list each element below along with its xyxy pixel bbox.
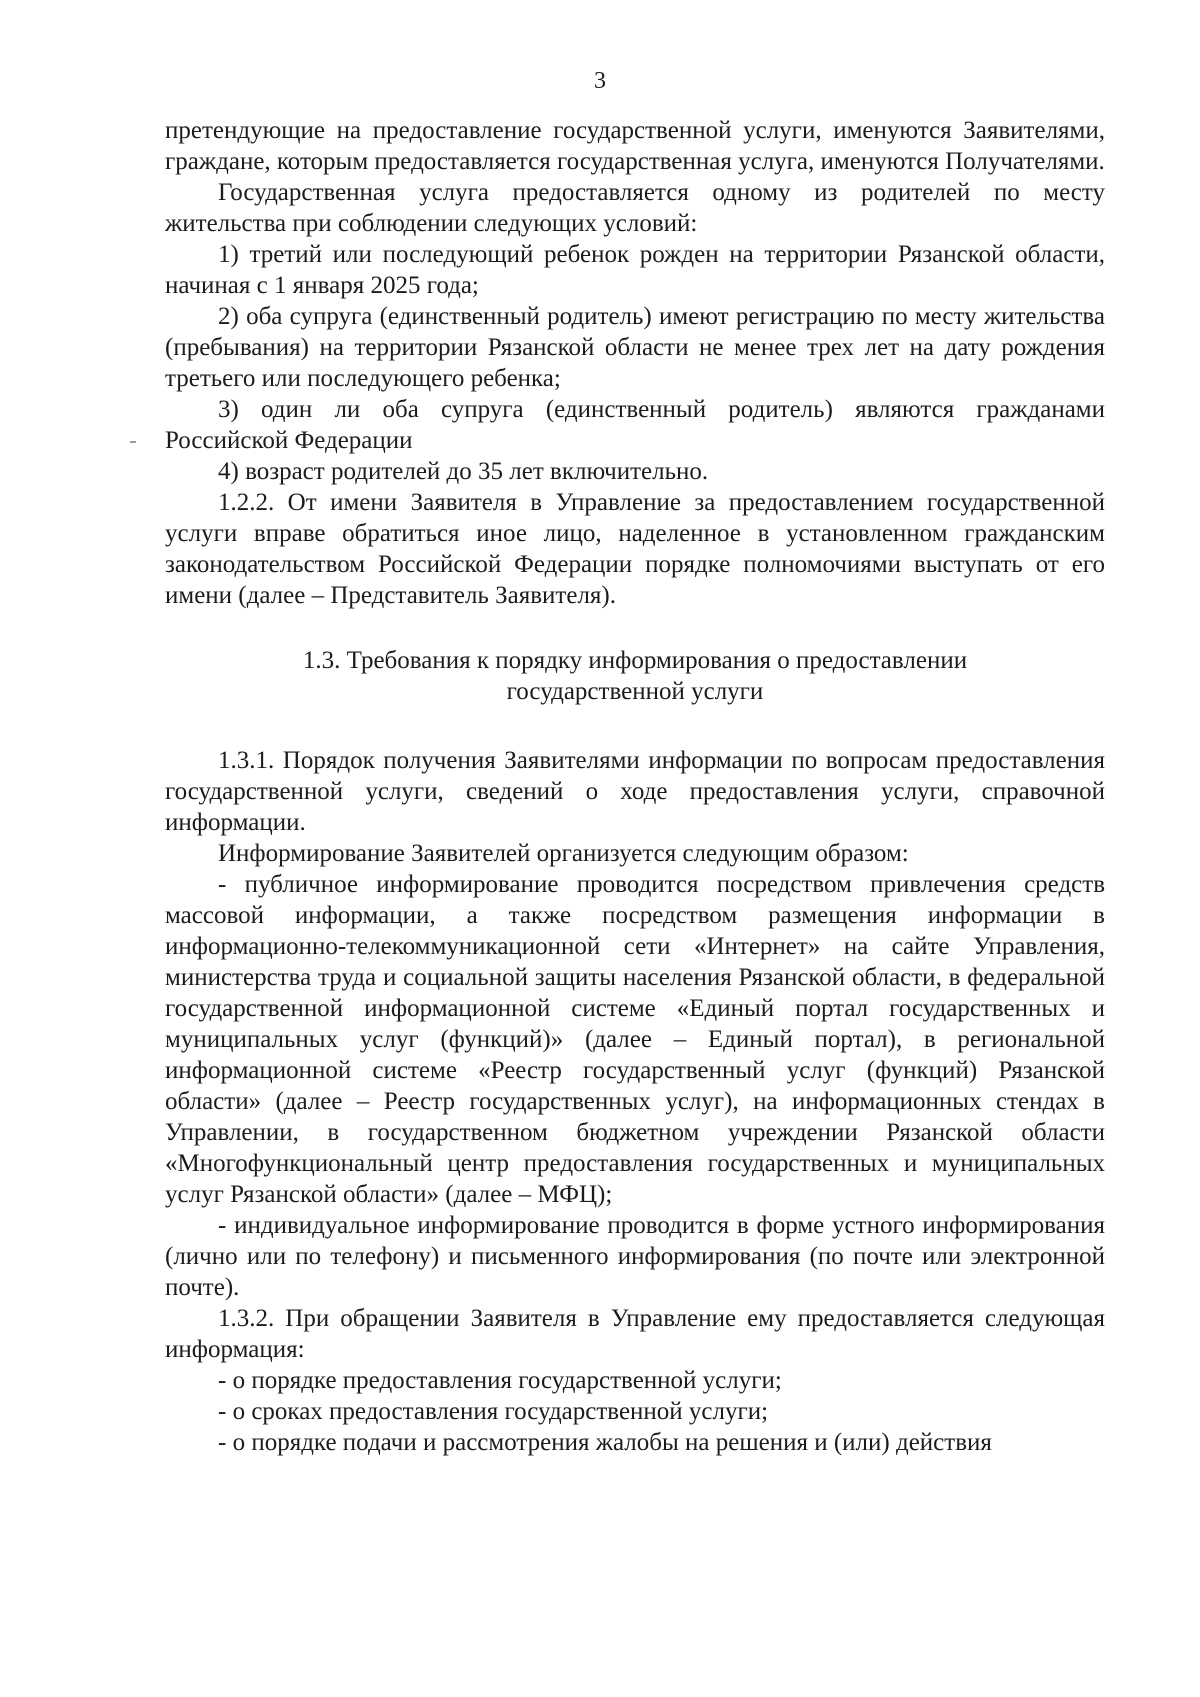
paragraph-1-2-2: 1.2.2. От имени Заявителя в Управление за предоставлением государственной услуги вправе обратиться иное лицо, наделенное в установленном гражданским законодательством Российской Федерации порядке полномочиями выступать от его имени (далее – Представитель Заявителя). (165, 489, 1105, 609)
paragraph-continuation: претендующие на предоставление государственной услуги, именуются Заявителями, граждане, которым предоставляется государственная услуга, именуются Получателями. (165, 117, 1105, 175)
bullet-info-procedure: - о порядке предоставления государственной услуги; (218, 1367, 782, 1394)
bullet-info-complaints: - о порядке подачи и рассмотрения жалобы на решения и (или) действия (218, 1429, 992, 1456)
condition-item-4: 4) возраст родителей до 35 лет включительно. (218, 458, 709, 485)
condition-item-3: 3) один ли оба супруга (единственный родитель) являются гражданами Российской Федерации (165, 396, 1105, 454)
document-body (165, 115, 1105, 1458)
condition-item-1: 1) третий или последующий ребенок рожден на территории Рязанской области, начиная с 1 января 2025 года; (165, 241, 1105, 299)
paragraph-1-3-2: 1.3.2. При обращении Заявителя в Управление ему предоставляется следующая информация: (165, 1305, 1105, 1363)
section-heading-line-1: 1.3. Требования к порядку информирования о предоставлении (302, 647, 968, 674)
page-number: 3 (594, 68, 606, 94)
section-heading-1-3 (165, 611, 1105, 745)
paragraph-informing-intro: Информирование Заявителей организуется следующим образом: (218, 840, 909, 867)
bullet-public-informing: - публичное информирование проводится посредством привлечения средств массовой информации, а также посредством размещения информации в информационно-телекоммуникационной сети «Интернет» на сайте Управления, министерства труда и социальной защиты населения Рязанской области, в федеральной государственной информационной системе «Единый портал государственных и муниципальных услуг (функций)» (далее – Единый портал), в региональной информационной системе «Реестр государственный услуг (функций) Рязанской области» (далее – Реестр государственных услуг), на информационных стендах в Управлении, в государственном бюджетном учреждении Рязанской области «Многофункциональный центр предоставления государственных и муниципальных услуг Рязанской области» (далее – МФЦ); (165, 871, 1105, 1208)
bullet-individual-informing: - индивидуальное информирование проводится в форме устного информирования (лично или по телефону) и письменного информирования (по почте или электронной почте). (165, 1212, 1105, 1301)
section-heading-line-2: государственной услуги (506, 678, 764, 705)
scan-artifact-mark (130, 441, 136, 443)
condition-item-2: 2) оба супруга (единственный родитель) имеют регистрацию по месту жительства (пребывания) на территории Рязанской области не менее трех лет на дату рождения третьего или последующего ребенка; (165, 303, 1105, 392)
bullet-info-terms: - о сроках предоставления государственной услуги; (218, 1398, 769, 1425)
paragraph-1-3-1: 1.3.1. Порядок получения Заявителями информации по вопросам предоставления государственной услуги, сведений о ходе предоставления услуги, справочной информации. (165, 747, 1105, 836)
paragraph-conditions-intro: Государственная услуга предоставляется одному из родителей по месту жительства при соблюдении следующих условий: (165, 179, 1105, 237)
